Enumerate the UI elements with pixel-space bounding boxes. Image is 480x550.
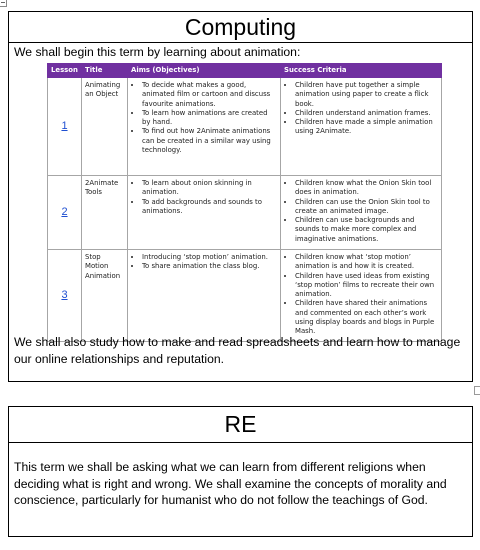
header-lesson: Lesson — [48, 64, 82, 78]
criteria-item: • Children have used ideas from existing ‘stop motion’ films to recreate their own animation. — [295, 272, 438, 300]
re-title: RE — [9, 407, 472, 443]
table-row — [48, 78, 442, 176]
lesson-3-link[interactable]: 3 — [61, 288, 68, 301]
lesson-title-cell: Stop Motion Animation — [82, 250, 128, 342]
aim-item: • To learn how animations are created by hand. — [142, 109, 277, 128]
lesson-title-cell: Animating an Object — [82, 78, 128, 176]
criteria-item: • Children have made a simple animation using 2Animate. — [295, 118, 438, 137]
criteria-cell — [281, 176, 442, 250]
computing-outro-text: We shall also study how to make and read spreadsheets and learn how to manage our online relationships and reputation. — [14, 335, 461, 366]
computing-section — [8, 11, 473, 382]
criteria-item: • Children know what ‘stop motion’ animation is and how it is created. — [295, 253, 438, 272]
aim-item: • To decide what makes a good, animated film or cartoon and discuss favourite animations. — [142, 81, 277, 109]
aims-cell — [128, 78, 281, 176]
layout-anchor-marker — [474, 386, 480, 395]
criteria-item: • Children can use backgrounds and sounds to make more complex and imaginative animations. — [295, 216, 438, 244]
criteria-cell — [281, 78, 442, 176]
lesson-number-cell — [48, 176, 82, 250]
aim-item: • To learn about onion skinning in animation. — [142, 179, 277, 198]
lesson-number-cell — [48, 250, 82, 342]
header-title: Title — [82, 64, 128, 78]
text-boundary-marker — [0, 0, 7, 7]
lesson-title-cell: 2Animate Tools — [82, 176, 128, 250]
lesson-1-link[interactable]: 1 — [61, 119, 68, 132]
re-body-text: This term we shall be asking what we can learn from different religions when deciding what is right and wrong. We shall examine the concepts of morality and conscience, particularly for humanist who do not follow the teachings of God. — [14, 460, 447, 508]
computing-title: Computing — [9, 12, 472, 43]
re-section — [8, 406, 473, 537]
header-success-criteria: Success Criteria — [281, 64, 442, 78]
aim-item: • To find out how 2Animate animations can be created in a similar way using technology. — [142, 127, 277, 155]
table-row — [48, 250, 442, 342]
criteria-cell — [281, 250, 442, 342]
aims-cell — [128, 250, 281, 342]
criteria-item: • Children know what the Onion Skin tool does in animation. — [295, 179, 438, 198]
aim-item: • To add backgrounds and sounds to animations. — [142, 198, 277, 217]
lesson-number-cell — [48, 78, 82, 176]
lesson-table — [47, 63, 442, 342]
aim-item: • To share animation the class blog. — [142, 262, 277, 271]
table-row — [48, 176, 442, 250]
criteria-item: • Children have shared their animations and commented on each other’s work using display boards and blogs in Purple Mash. — [295, 299, 438, 336]
aim-item: • Introducing ‘stop motion’ animation. — [142, 253, 277, 262]
criteria-item: • Children can use the Onion Skin tool to create an animated image. — [295, 198, 438, 217]
criteria-item: • Children understand animation frames. — [295, 109, 438, 118]
table-header-row — [48, 64, 442, 78]
header-aims: Aims (Objectives) — [128, 64, 281, 78]
criteria-item: • Children have put together a simple animation using paper to create a flick book. — [295, 81, 438, 109]
computing-intro-text: We shall begin this term by learning about animation: — [14, 45, 301, 59]
aims-cell — [128, 176, 281, 250]
lesson-2-link[interactable]: 2 — [61, 205, 68, 218]
